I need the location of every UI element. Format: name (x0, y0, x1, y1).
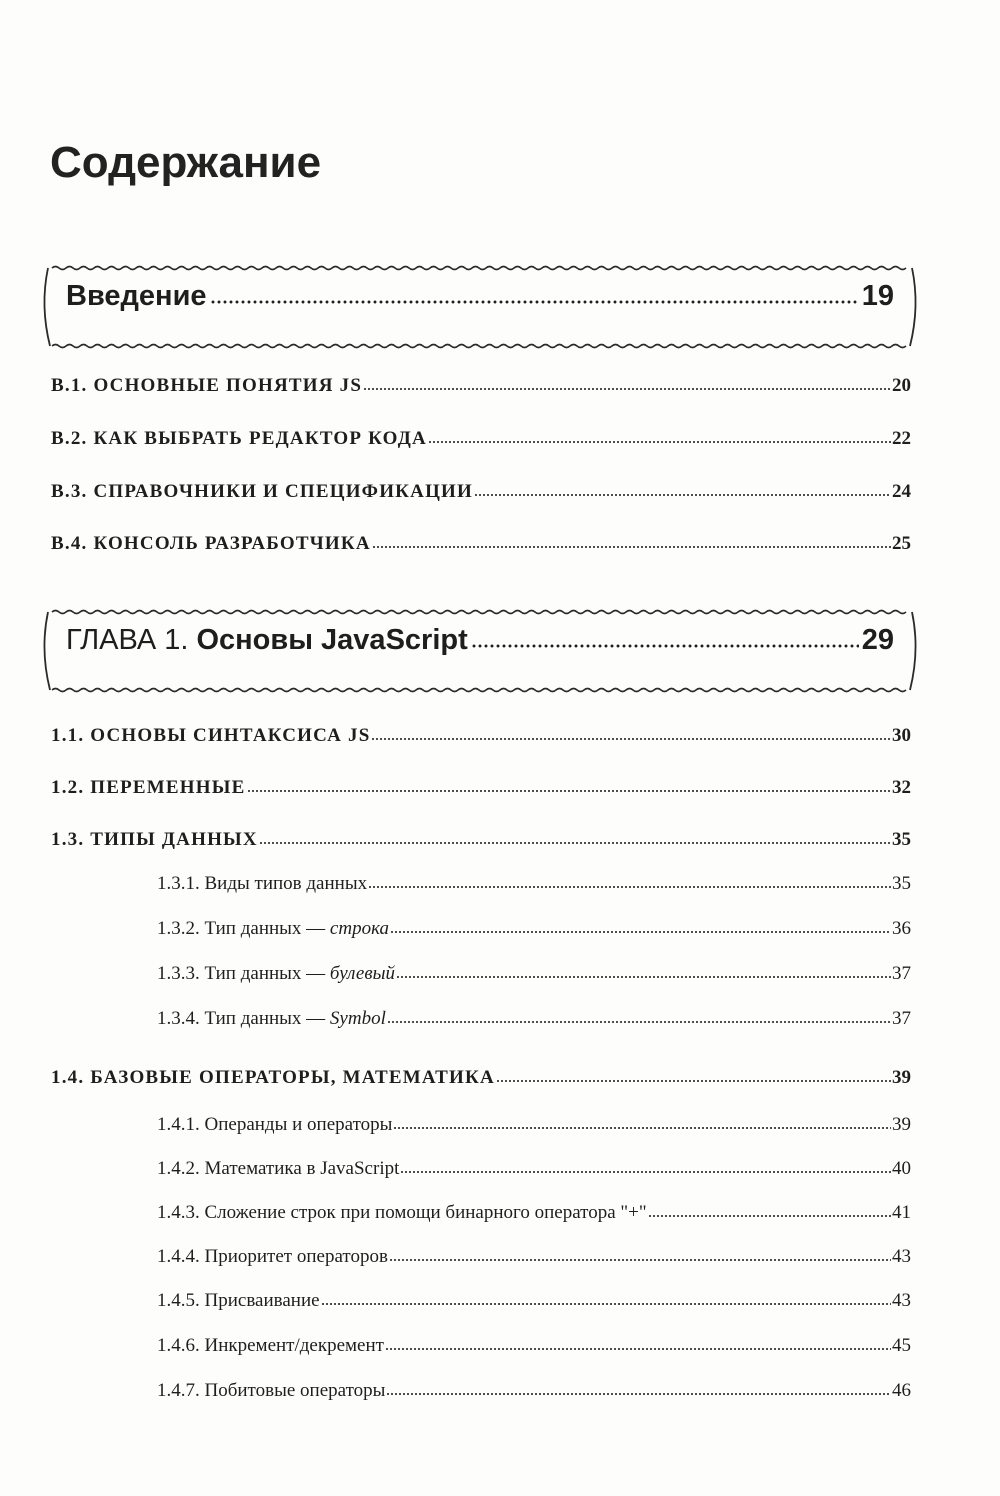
entry-label: Математика в JavaScript (204, 1158, 400, 1179)
entry-number: 1.4. (51, 1067, 85, 1088)
leader-dots (247, 789, 892, 793)
entry-label: ОСНОВНЫЕ ПОНЯТИЯ JS (93, 375, 363, 396)
leader-dots (471, 643, 859, 649)
entry-page: 46 (892, 1380, 911, 1401)
chapter1-banner (38, 602, 922, 698)
toc-subentry[interactable] (157, 1008, 911, 1038)
wavy-border-bottom (52, 689, 906, 692)
wavy-border-top (52, 611, 906, 614)
toc-subentry[interactable] (157, 1290, 911, 1320)
leader-dots (259, 841, 891, 845)
bracket-right (910, 612, 916, 690)
entry-page: 36 (892, 918, 911, 939)
entry-number: 1.3.4. (157, 1008, 200, 1029)
entry-label: Тип данных — (204, 963, 330, 984)
entry-label: Побитовые операторы (204, 1380, 386, 1401)
entry-page: 43 (892, 1290, 911, 1311)
toc-entry[interactable] (51, 428, 911, 458)
entry-page: 37 (892, 963, 911, 984)
entry-page: 35 (892, 829, 911, 850)
entry-number: 1.4.2. (157, 1158, 200, 1179)
entry-page: 24 (892, 481, 911, 502)
entry-number: 1.4.1. (157, 1114, 200, 1135)
entry-number: 1.4.5. (157, 1290, 200, 1311)
chapter1-prefix: ГЛАВА 1. (66, 624, 197, 656)
leader-dots (393, 1126, 891, 1130)
intro-page: 19 (861, 280, 894, 312)
leader-dots (371, 737, 891, 741)
entry-number: 1.3.2. (157, 918, 200, 939)
toc-entry[interactable] (51, 375, 911, 405)
leader-dots (389, 1258, 891, 1262)
bracket-left (44, 268, 50, 346)
toc-subentry[interactable] (157, 1158, 911, 1188)
leader-dots (321, 1302, 891, 1306)
toc-subentry[interactable] (157, 1202, 911, 1232)
entry-page: 43 (892, 1246, 911, 1267)
entry-number: 1.3.1. (157, 873, 200, 894)
chapter1-title: Основы JavaScript (196, 624, 468, 656)
page-title: Содержание (50, 138, 322, 187)
leader-dots (386, 1392, 891, 1396)
toc-subentry[interactable] (157, 1246, 911, 1276)
entry-number: В.3. (51, 481, 88, 502)
entry-label: ПЕРЕМЕННЫЕ (90, 777, 246, 798)
entry-page: 41 (892, 1202, 911, 1223)
entry-label: КАК ВЫБРАТЬ РЕДАКТОР КОДА (93, 428, 427, 449)
entry-label: Приоритет операторов (204, 1246, 388, 1267)
entry-page: 37 (892, 1008, 911, 1029)
entry-page: 25 (892, 533, 911, 554)
toc-entry[interactable] (51, 1067, 911, 1097)
entry-label: Тип данных — (204, 1008, 330, 1029)
leader-dots (648, 1214, 891, 1218)
entry-number: 1.3. (51, 829, 85, 850)
leader-dots (400, 1170, 891, 1174)
entry-label: ТИПЫ ДАННЫХ (90, 829, 258, 850)
leader-dots (390, 930, 891, 934)
intro-heading[interactable] (66, 280, 894, 320)
entry-label-italic: строка (329, 918, 389, 939)
entry-label: СПРАВОЧНИКИ И СПЕЦИФИКАЦИИ (93, 481, 474, 502)
toc-entry[interactable] (51, 829, 911, 859)
leader-dots (363, 387, 891, 391)
wavy-border-bottom (52, 345, 906, 348)
leader-dots (387, 1020, 891, 1024)
entry-number: В.4. (51, 533, 88, 554)
toc-entry[interactable] (51, 481, 911, 511)
leader-dots (210, 299, 859, 305)
entry-number: 1.4.4. (157, 1246, 200, 1267)
entry-page: 39 (892, 1067, 911, 1088)
leader-dots (385, 1347, 891, 1351)
entry-page: 30 (892, 725, 911, 746)
entry-number: 1.4.7. (157, 1380, 200, 1401)
bracket-left (44, 612, 50, 690)
entry-page: 20 (892, 375, 911, 396)
entry-label: Виды типов данных (204, 873, 368, 894)
toc-entry[interactable] (51, 777, 911, 807)
entry-number: В.2. (51, 428, 88, 449)
leader-dots (428, 440, 891, 444)
toc-subentry[interactable] (157, 873, 911, 903)
intro-banner (38, 258, 922, 354)
entry-page: 45 (892, 1335, 911, 1356)
entry-label: Тип данных — (204, 918, 330, 939)
toc-subentry[interactable] (157, 1114, 911, 1144)
entry-number: 1.1. (51, 725, 85, 746)
leader-dots (368, 885, 891, 889)
entry-page: 35 (892, 873, 911, 894)
entry-number: 1.2. (51, 777, 85, 798)
toc-entry[interactable] (51, 725, 911, 755)
entry-page: 40 (892, 1158, 911, 1179)
entry-label: Операнды и операторы (204, 1114, 393, 1135)
entry-number: 1.3.3. (157, 963, 200, 984)
entry-label: Инкремент/декремент (204, 1335, 384, 1356)
entry-label: КОНСОЛЬ РАЗРАБОТЧИКА (93, 533, 371, 554)
entry-label: БАЗОВЫЕ ОПЕРАТОРЫ, МАТЕМАТИКА (90, 1067, 495, 1088)
leader-dots (372, 545, 891, 549)
entry-page: 22 (892, 428, 911, 449)
bracket-right (910, 268, 916, 346)
entry-label-italic: Symbol (329, 1008, 386, 1029)
chapter1-heading[interactable] (66, 624, 894, 664)
entry-label: Сложение строк при помощи бинарного оператора "+" (204, 1202, 647, 1223)
toc-subentry[interactable] (157, 1380, 911, 1410)
entry-page: 32 (892, 777, 911, 798)
leader-dots (474, 493, 891, 497)
entry-label: ОСНОВЫ СИНТАКСИСА JS (90, 725, 371, 746)
entry-number: 1.4.3. (157, 1202, 200, 1223)
entry-page: 39 (892, 1114, 911, 1135)
toc-entry[interactable] (51, 533, 911, 563)
leader-dots (396, 975, 891, 979)
toc-subentry[interactable] (157, 1335, 911, 1365)
entry-label-italic: булевый (329, 963, 395, 984)
wavy-border-top (52, 267, 906, 270)
entry-number: 1.4.6. (157, 1335, 200, 1356)
entry-number: В.1. (51, 375, 88, 396)
intro-title: Введение (66, 280, 207, 312)
entry-label: Присваивание (204, 1290, 320, 1311)
toc-subentry[interactable] (157, 918, 911, 948)
leader-dots (496, 1079, 891, 1083)
toc-subentry[interactable] (157, 963, 911, 993)
chapter1-page: 29 (861, 624, 894, 656)
